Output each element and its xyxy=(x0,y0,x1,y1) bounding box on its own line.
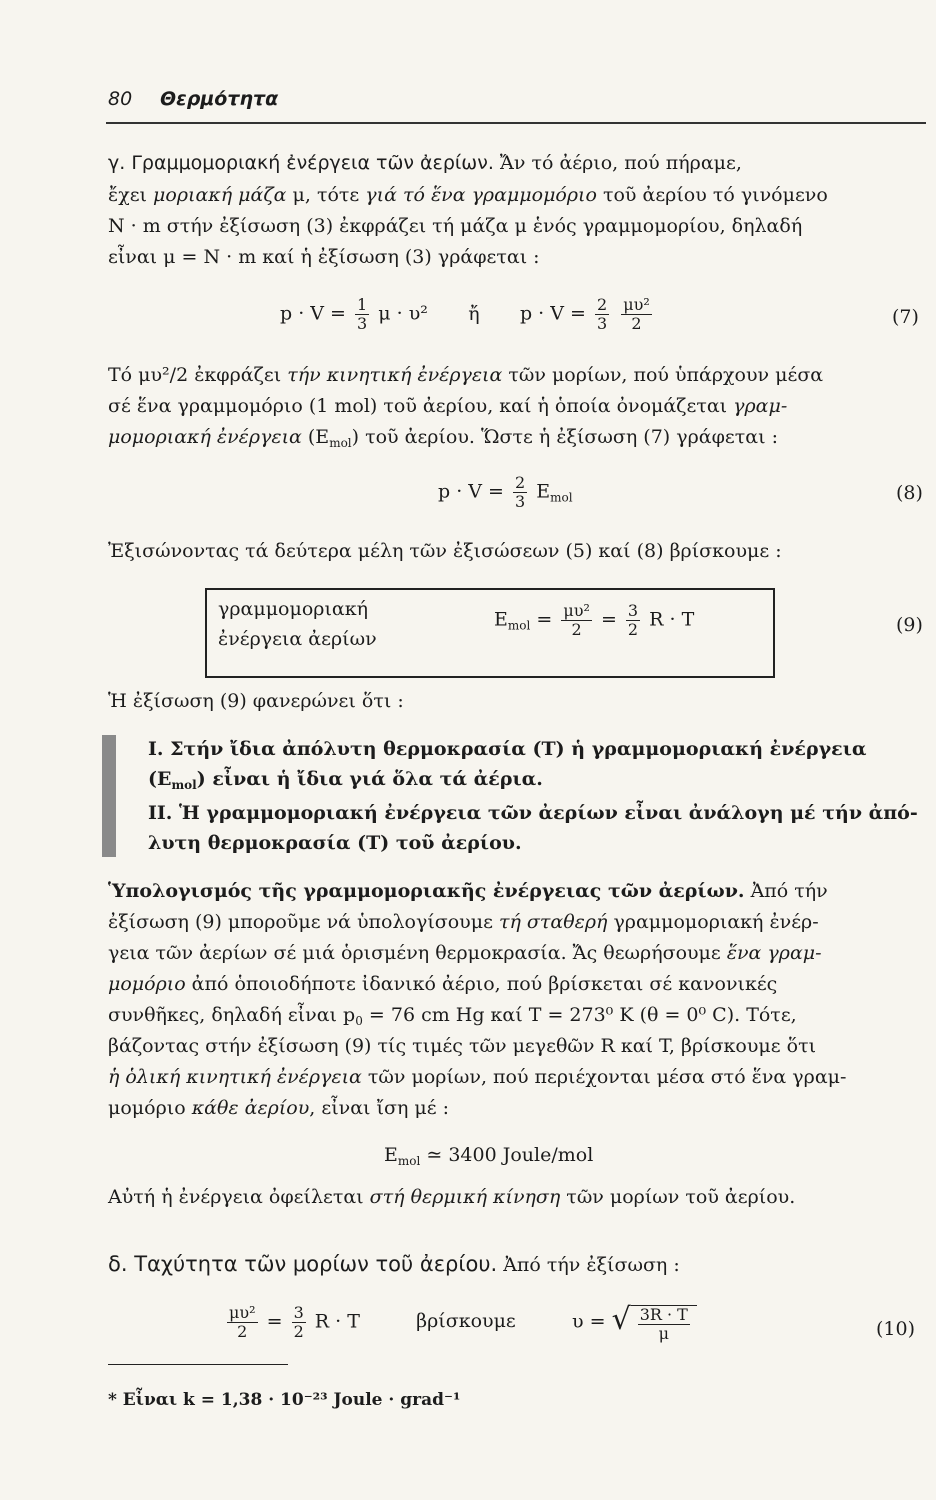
text-fragment: ) τοῦ ἀερίου. Ὥστε ἡ ἐξίσωση (7) γράφεται : xyxy=(351,426,778,448)
text-fragment: ἔχει xyxy=(108,184,154,206)
gamma-line-9: Ἡ ἐξίσωση (9) φανερώνει ὅτι : xyxy=(108,690,404,712)
section-heading-gamma: γ. Γραμμομοριακή ἐνέργεια τῶν ἀερίων. xyxy=(108,152,494,174)
gamma-line-1 xyxy=(108,152,742,174)
calc-line-6: βάζοντας στήν ἐξίσωση (9) τίς τιμές τῶν μεγεθῶν R καί T, βρίσκουμε ὅτι xyxy=(108,1035,817,1057)
denominator: 2 xyxy=(627,620,639,639)
eq-text: = xyxy=(536,608,553,631)
text-fragment: σέ ἕνα γραμμομόριο (1 mol) τοῦ ἀερίου, καί ἡ ὁποία ὀνομάζεται xyxy=(108,395,734,417)
text-fragment: ἕνα γραμ- xyxy=(726,942,822,964)
subscript: mol xyxy=(507,618,531,633)
numerator: μυ² xyxy=(563,601,590,620)
section-heading-delta: δ. Ταχύτητα τῶν μορίων τοῦ ἀερίου. xyxy=(108,1252,498,1276)
eq-text: = xyxy=(266,1310,283,1333)
rule-2-line-2: λυτη θερμοκρασία (T) τοῦ ἀερίου. xyxy=(148,832,522,854)
text-fragment: τοῦ ἀερίου τό γινόμενο xyxy=(596,184,828,206)
text-fragment: τή σταθερή xyxy=(498,911,608,933)
box-label-2: ἐνέργεια ἀερίων xyxy=(218,628,377,650)
section-heading-calc: Ὑπολογισμός τῆς γραμμομοριακῆς ἐνέργειας τῶν ἀερίων. xyxy=(108,880,745,902)
equation-8 xyxy=(438,474,573,511)
text-fragment: μομοριακή ἐνέργεια xyxy=(108,426,302,448)
fraction xyxy=(513,474,527,511)
calc-line-9 xyxy=(108,1186,795,1208)
gamma-line-4: εἶναι μ = N · m καί ἡ ἐξίσωση (3) γράφεται : xyxy=(108,246,540,268)
box-label-1: γραμμομοριακή xyxy=(218,598,368,620)
text-fragment: μομόριο xyxy=(108,1097,192,1119)
header-rule xyxy=(106,122,926,124)
text-fragment: ) εἶναι ἡ ἴδια γιά ὅλα τά ἀέρια. xyxy=(196,768,543,790)
subscript: 0 xyxy=(355,1014,363,1028)
numerator: μυ² xyxy=(623,295,650,314)
eq-text: p · V = xyxy=(519,302,586,325)
fraction xyxy=(561,602,592,639)
eq-text: R · T xyxy=(649,608,695,631)
footnote: * Εἶναι k = 1,38 · 10⁻²³ Joule · grad⁻¹ xyxy=(108,1390,461,1410)
fraction xyxy=(621,296,652,333)
text-fragment: ἐξίσωση (9) μποροῦμε νά ὑπολογίσουμε xyxy=(108,911,499,933)
calc-line-1 xyxy=(108,880,828,902)
rule-1-line-1: I. Στήν ἴδια ἀπόλυτη θερμοκρασία (T) ἡ γραμμομοριακή ἐνέργεια xyxy=(148,738,867,760)
gamma-line-3: N · m στήν ἐξίσωση (3) ἐκφράζει τή μάζα μ ἑνός γραμμομορίου, δηλαδή xyxy=(108,215,803,237)
energy-equation xyxy=(384,1144,593,1168)
subscript: mol xyxy=(550,490,573,505)
fraction xyxy=(227,1304,258,1341)
text-fragment: γεια τῶν ἀερίων σέ μιά ὁρισμένη θερμοκρασία. Ἄς θεωρήσουμε xyxy=(108,942,727,964)
denominator: 2 xyxy=(571,620,582,639)
eq-text: E xyxy=(536,480,551,503)
margin-bar xyxy=(102,735,116,857)
text-fragment: Τό μυ²/2 ἐκφράζει xyxy=(108,364,288,386)
equation-number-8: (8) xyxy=(896,482,923,504)
numerator: 3 xyxy=(293,1302,304,1322)
footnote-rule xyxy=(108,1364,288,1365)
subscript: mol xyxy=(171,778,197,792)
text-fragment: τῶν μορίων, πού ὑπάρχουν μέσα xyxy=(502,364,824,386)
text-fragment: Αὐτή ἡ ἐνέργεια ὀφείλεται xyxy=(108,1186,370,1208)
subscript: mol xyxy=(397,1154,421,1168)
text-fragment: γραμ- xyxy=(733,395,788,417)
fraction xyxy=(355,296,369,333)
equation-10 xyxy=(224,1302,697,1343)
equation-7 xyxy=(280,296,655,333)
equation-number-10: (10) xyxy=(876,1318,916,1340)
text-fragment: τῶν μορίων τοῦ ἀερίου. xyxy=(560,1186,796,1208)
calc-line-5 xyxy=(108,1004,797,1028)
denominator: 2 xyxy=(237,1321,248,1341)
text-fragment: (E xyxy=(148,768,172,790)
square-root xyxy=(612,1302,697,1343)
eq-text: βρίσκουμε xyxy=(416,1310,516,1333)
gamma-line-8: Ἐξισώνοντας τά δεύτερα μέλη τῶν ἐξισώσεων (5) καί (8) βρίσκουμε : xyxy=(108,540,782,562)
calc-line-3 xyxy=(108,942,822,964)
running-title: Θερμότητα xyxy=(160,88,279,110)
eq-text: ≃ 3400 Joule/mol xyxy=(420,1144,594,1166)
text-fragment: τῶν μορίων, πού περιέχονται μέσα στό ἕνα γραμ- xyxy=(361,1066,847,1088)
numerator: 1 xyxy=(357,295,368,314)
numerator: 2 xyxy=(597,295,608,314)
gamma-line-6 xyxy=(108,395,787,417)
eq-text: E xyxy=(384,1144,398,1166)
eq-text: μ · υ² xyxy=(378,302,428,325)
text-fragment: κάθε ἀερίου xyxy=(191,1097,310,1119)
text-fragment: ἀπό ὁποιοδήποτε ἰδανικό ἀέριο, πού βρίσκεται σέ κανονικές xyxy=(185,973,778,995)
text-fragment: Ἀπό τήν ἐξίσωση : xyxy=(503,1254,680,1276)
text-fragment: Ἀπό τήν xyxy=(750,880,828,902)
text-fragment: , εἶναι ἴση μέ : xyxy=(309,1097,450,1119)
denominator: 2 xyxy=(631,314,642,333)
text-fragment: (E xyxy=(301,426,330,448)
eq-text: p · V = xyxy=(438,480,504,503)
rule-2-line-1: II. Ἡ γραμμομοριακή ἐνέργεια τῶν ἀερίων εἶναι ἀνάλογη μέ τήν ἀπό- xyxy=(148,802,918,824)
eq-text: R · T xyxy=(314,1310,360,1333)
text-fragment: μ, τότε xyxy=(286,184,366,206)
text-fragment: μομόριο xyxy=(108,973,186,995)
gamma-line-2 xyxy=(108,184,828,206)
denominator: 3 xyxy=(597,314,608,333)
eq-text: υ = xyxy=(572,1310,606,1333)
text-fragment: γιά τό ἕνα γραμμομόριο xyxy=(365,184,597,206)
equation-9 xyxy=(494,602,694,639)
denominator: μ xyxy=(658,1323,669,1343)
fraction xyxy=(638,1306,690,1343)
numerator: 2 xyxy=(515,473,526,492)
denominator: 3 xyxy=(515,492,526,511)
radical-sign-icon: √ xyxy=(611,1302,631,1337)
text-fragment: γραμμομοριακή ἐνέρ- xyxy=(607,911,819,933)
fraction xyxy=(292,1304,306,1341)
denominator: 3 xyxy=(357,314,368,333)
text-fragment: μοριακή μάζα xyxy=(153,184,287,206)
gamma-line-5 xyxy=(108,364,823,386)
numerator: μυ² xyxy=(229,1302,256,1322)
page-number: 80 xyxy=(108,88,133,110)
eq-or: ἤ xyxy=(468,302,480,325)
text-fragment: ἡ ὁλική κινητική ἐνέργεια xyxy=(108,1066,362,1088)
text-fragment: = 76 cm Hg καί T = 273⁰ K (θ = 0⁰ C). Τότε, xyxy=(362,1004,797,1026)
equation-number-9: (9) xyxy=(896,614,923,636)
text-fragment: συνθῆκες, δηλαδή εἶναι p xyxy=(108,1004,356,1026)
subscript: mol xyxy=(329,436,352,450)
text-fragment: Ἄν τό ἀέριο, πού πήραμε, xyxy=(499,152,742,174)
eq-text: = xyxy=(600,608,617,631)
rule-1-line-2 xyxy=(148,768,543,792)
numerator: 3R · T xyxy=(639,1304,688,1324)
calc-line-7 xyxy=(108,1066,846,1088)
text-fragment: στή θερμική κίνηση xyxy=(369,1186,561,1208)
eq-text: E xyxy=(494,608,508,631)
text-fragment: τήν κινητική ἐνέργεια xyxy=(287,364,503,386)
denominator: 2 xyxy=(293,1321,304,1341)
equation-number-7: (7) xyxy=(892,306,919,328)
gamma-line-7 xyxy=(108,426,778,450)
calc-line-8 xyxy=(108,1097,449,1119)
numerator: 3 xyxy=(627,601,639,620)
calc-line-4 xyxy=(108,973,777,995)
calc-line-2 xyxy=(108,911,819,933)
delta-line-1 xyxy=(108,1252,680,1276)
fraction xyxy=(595,296,609,333)
eq-text: p · V = xyxy=(280,302,346,325)
fraction xyxy=(626,602,640,639)
